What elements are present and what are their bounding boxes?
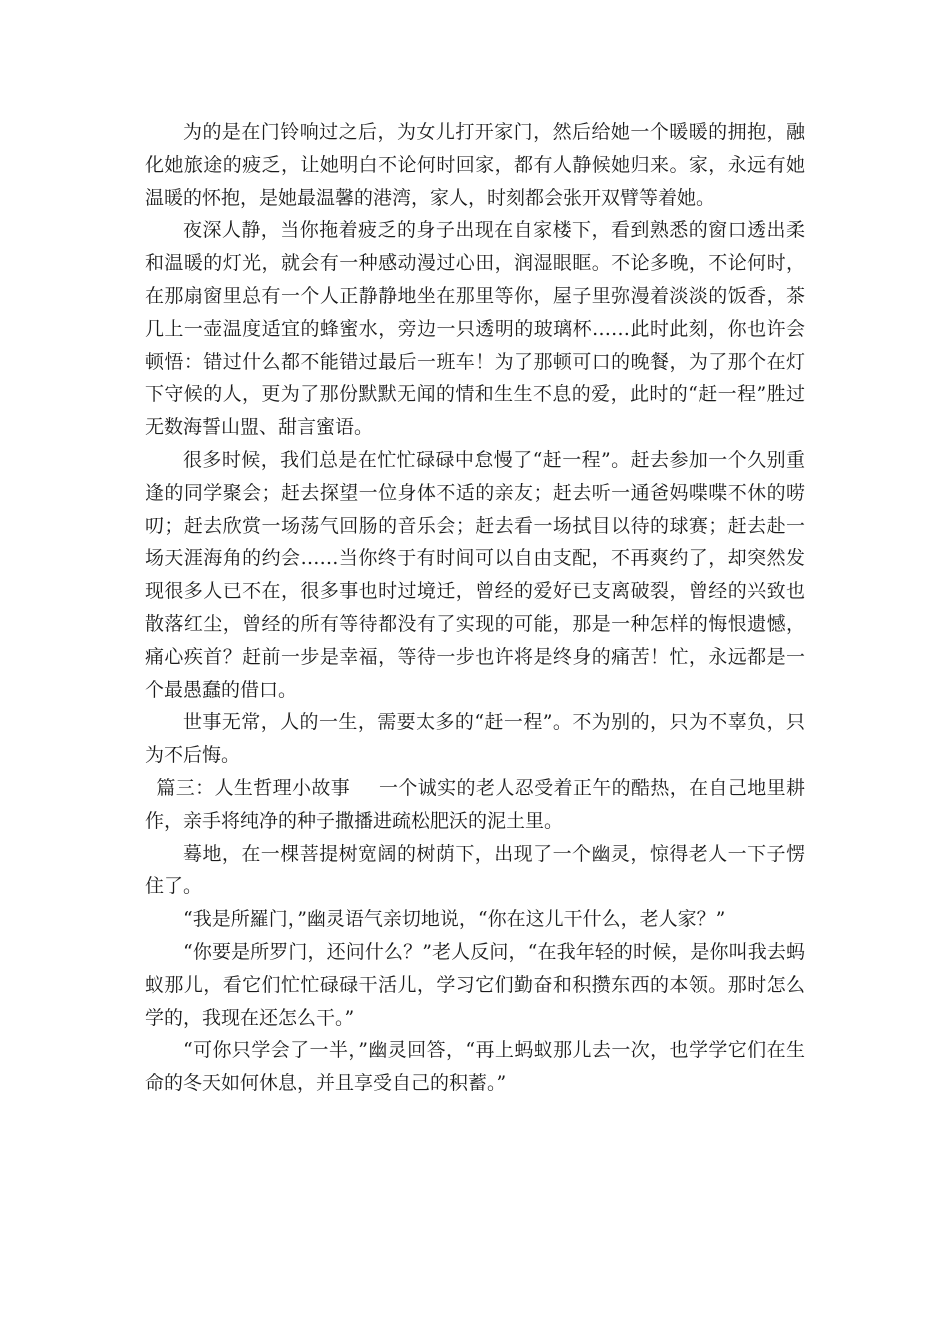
story-paragraph-solomon-greeting: “我是所羅门，”幽灵语气亲切地说，“你在这儿干什么，老人家？” [183, 908, 726, 931]
paragraph-homecoming-hug: 为的是在门铃响过之后，为女儿打开家门，然后给她一个暖暖的拥抱，融化她旅途的疲乏，让她明白不论何时回家，都有人静候她归来。家，永远有她温暖的怀抱，是她最温馨的港湾，家人，时刻都会张开双臂等着她。 [145, 121, 805, 209]
paragraph-late-night-window: 夜深人静，当你拖着疲乏的身子出现在自家楼下，看到熟悉的窗口透出柔和温暖的灯光，就会有一种感动漫过心田，润湿眼眶。不论多晚，不论何时，在那扇窗里总有一个人正静静地坐在那里等你，屋子里弥漫着淡淡的饭香，茶几上一壶温度适宜的蜂蜜水，旁边一只透明的玻璃杯……此时此刻，你也许会顿悟：错过什么都不能错过最后一班车！为了那顿可口的晚餐，为了那个在灯下守候的人，更为了那份默默无闻的情和生生不息的爱，此时的“赶一程”胜过无数海誓山盟、甜言蜜语。 [145, 219, 805, 439]
paragraph-missed-moments: 很多时候，我们总是在忙忙碌碌中怠慢了“赶一程”。赶去参加一个久别重逢的同学聚会；赶去探望一位身体不适的亲友；赶去听一通爸妈喋喋不休的唠叨；赶去欣赏一场荡气回肠的音乐会；赶去看一场拭目以待的球赛；赶去赴一场天涯海角的约会……当你终于有时间可以自由支配，不再爽约了，却突然发现很多人已不在，很多事也时过境迁，曾经的爱好已支离破裂，曾经的兴致也散落红尘，曾经的所有等待都没有了实现的可能，那是一种怎样的悔恨遗憾，痛心疾首？赶前一步是幸福，等待一步也许将是终身的痛苦！忙，永远都是一个最愚蠢的借口。 [145, 448, 805, 701]
document-body [145, 116, 805, 1100]
section-first-text: 一个诚实的老人忍受着正午的酷热，在自己地里耕作，亲手将纯净的种子撒播进疏松肥沃的泥土里。 [145, 776, 805, 832]
section-heading: 篇三：人生哲理小故事 [156, 776, 351, 799]
section-three-paragraph [145, 772, 805, 838]
story-paragraph-old-man-reply: “你要是所罗门，还问什么？”老人反问，“在我年轻的时候，是你叫我去蚂蚁那儿，看它们忙忙碌碌干活儿，学习它们勤奋和积攒东西的本领。那时怎么学的，我现在还怎么干。” [145, 940, 805, 1029]
story-paragraph-ghost-appears: 蓦地，在一棵菩提树宽阔的树荫下，出现了一个幽灵，惊得老人一下子愣住了。 [145, 842, 805, 898]
paragraph-life-impermanence: 世事无常，人的一生，需要太多的“赶一程”。不为别的，只为不辜负，只为不后悔。 [145, 711, 805, 767]
story-paragraph-ghost-answer: “可你只学会了一半，”幽灵回答，“再上蚂蚁那儿去一次，也学学它们在生命的冬天如何休息，并且享受自己的积蓄。” [145, 1039, 805, 1095]
